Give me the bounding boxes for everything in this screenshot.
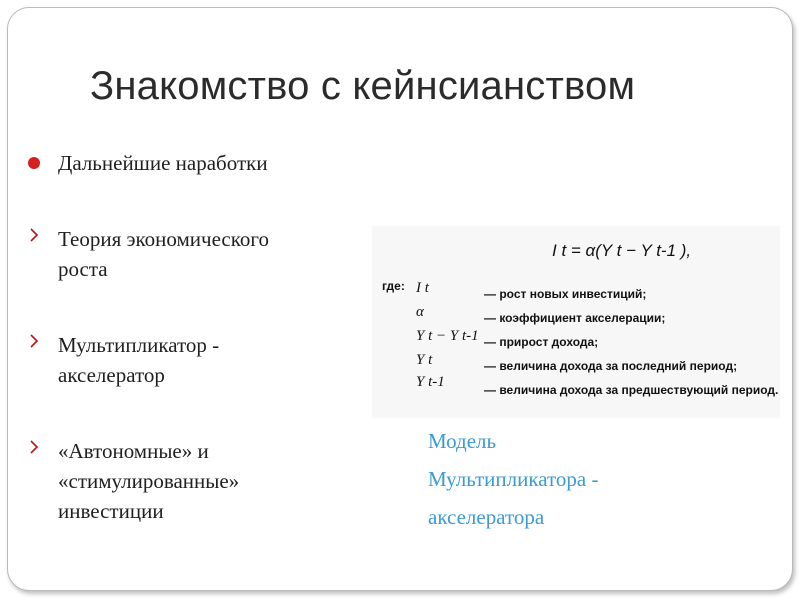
formula-description: — величина дохода за последний период; — [484, 359, 738, 373]
formula-main: I t = α(Y t − Y t-1 ), — [552, 241, 692, 260]
formula-symbol: Y t − Y t-1 — [416, 328, 479, 344]
formula-symbol: Y t-1 — [416, 374, 445, 390]
chevron-right-icon — [28, 436, 58, 466]
formula-symbol: α — [416, 304, 424, 320]
bullet-item — [28, 330, 219, 390]
caption-line: Модель — [428, 429, 497, 453]
slide-title: Знакомство с кейнсианством — [90, 64, 636, 108]
bullet-text: Дальнейшие наработки — [58, 151, 268, 175]
formula-description: — прирост дохода; — [484, 335, 599, 349]
formula-caption — [428, 422, 598, 536]
caption-line: акселератора — [428, 505, 545, 529]
bullet-item — [28, 224, 269, 284]
chevron-right-icon — [28, 330, 58, 360]
bullet-item — [28, 148, 268, 178]
bullet-text: «Автономные» и — [58, 439, 209, 463]
chevron-right-icon — [28, 224, 58, 254]
bullet-dot-icon — [28, 157, 40, 169]
bullet-text: акселератор — [58, 363, 165, 387]
bullet-text: инвестиции — [58, 499, 164, 523]
bullet-text: роста — [58, 257, 108, 281]
bullet-text: Мультипликатор - — [58, 333, 220, 357]
bullet-item — [28, 436, 239, 526]
bullet-text: «стимулированные» — [58, 469, 240, 493]
formula-description: — коэффициент акселерации; — [484, 311, 666, 325]
caption-line: Мультипликатора - — [428, 467, 599, 491]
formula-where-label: где: — [382, 279, 405, 293]
formula-graphic — [372, 226, 780, 418]
formula-symbol: I t — [416, 280, 429, 296]
formula-image — [372, 226, 780, 418]
bullet-text: Теория экономического — [58, 227, 269, 251]
formula-description: — величина дохода за предшествующий период. — [484, 383, 779, 397]
formula-symbol: Y t — [416, 352, 433, 368]
formula-description: — рост новых инвестиций; — [484, 287, 647, 301]
